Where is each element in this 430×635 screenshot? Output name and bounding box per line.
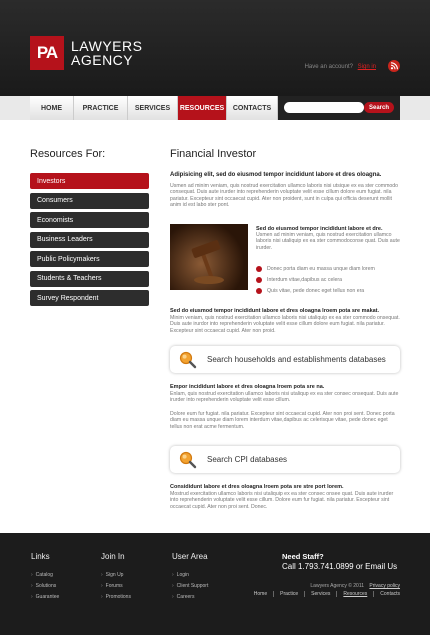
- sidebar-item-survey-respondent[interactable]: Survey Respondent: [30, 290, 149, 306]
- nav-services[interactable]: SERVICES: [128, 96, 178, 120]
- paragraph-4: Dolore eum fur fugiat. nila pariatur. Excepteur sint occaecat cupid. Ater non proi sent. Donec porta diam eu massa unque diam lorem interdum vitae,dapibus ac celerisque vitae, pede donec eget tellus non erat acme fermentum.: [170, 411, 395, 430]
- footer-link-label: Catalog: [35, 571, 53, 578]
- arrow-icon: ›: [101, 582, 103, 589]
- sidebar-item-public-policymakers[interactable]: Public Policymakers: [30, 251, 149, 267]
- account-prompt-text: Have an account?: [304, 64, 353, 70]
- arrow-icon: ›: [31, 593, 33, 600]
- nav-home[interactable]: HOME: [30, 96, 74, 120]
- subheading-2: Sed do eiusmod tempor incididunt labore et dres oloagna lroem pota sre makat.: [170, 308, 380, 314]
- footer-nav-contacts[interactable]: Contacts: [380, 591, 400, 597]
- logo-text: [71, 39, 142, 67]
- bullet-icon: [256, 266, 262, 272]
- arrow-icon: ›: [101, 593, 103, 600]
- bullet-list: [256, 263, 402, 296]
- footer-link-promotions[interactable]: [101, 591, 131, 602]
- privacy-policy-link[interactable]: Privacy policy: [369, 583, 400, 589]
- nav-resources[interactable]: RESOURCES: [178, 96, 227, 120]
- search-households-label: Search households and establishments databases: [207, 355, 386, 364]
- image-side-subheading: Sed do eiusmod tempor incididunt labore et dre.: [256, 226, 383, 232]
- list-item: [256, 274, 402, 285]
- lead-text: Adipisicing elit, sed do eiusmod tempor incididunt labore et dres oloagna.: [170, 172, 382, 178]
- main-nav: [30, 96, 400, 120]
- subheading-4: Consididunt labore et dres oloagna lroem pota sre stre port lorem.: [170, 484, 344, 490]
- paragraph-3: Enlam, quis nostrud exercitation ullamco laboris nisi utaliqup ex ea ster consec onsequat. Duis aute irurder into reprehenderin voluptate velit esse cillum.: [170, 391, 399, 404]
- copyright: [310, 583, 400, 589]
- subheading-3: Empor incididunt labore et dres oloagna lroem pota sre na.: [170, 384, 325, 390]
- footer-link-sign-up[interactable]: [101, 569, 131, 580]
- sign-in-link[interactable]: Sign in: [357, 64, 376, 70]
- bullet-text: Donec porta diam eu massa unque diam lorem: [267, 265, 375, 272]
- footer-col-join: [101, 552, 131, 602]
- logo-line1: LAWYERS: [71, 38, 143, 54]
- footer-col-title: Join In: [101, 552, 125, 561]
- bullet-text: Interdum vitae,dapibus ac celera: [267, 276, 342, 283]
- list-item: [256, 285, 402, 296]
- need-staff-contact[interactable]: Call 1.793.741.0899 or Email Us: [282, 562, 398, 571]
- footer-link-label: Forums: [105, 582, 123, 589]
- footer-nav-services[interactable]: Services: [305, 591, 337, 597]
- footer-link-careers[interactable]: [172, 591, 208, 602]
- need-staff-title: Need Staff?: [282, 552, 324, 561]
- footer-nav: [248, 591, 400, 597]
- footer-link-label: Guarantee: [35, 593, 60, 600]
- footer-link-login[interactable]: [172, 569, 208, 580]
- logo[interactable]: [30, 36, 142, 70]
- arrow-icon: ›: [101, 571, 103, 578]
- nav-search-area: [278, 96, 400, 120]
- need-staff-block: [282, 552, 397, 571]
- search-cpi-label: Search CPI databases: [207, 455, 288, 464]
- footer-link-label: Sign Up: [105, 571, 124, 578]
- footer-link-label: Promotions: [105, 593, 131, 600]
- footer-link-label: Client Support: [176, 582, 209, 589]
- search-input[interactable]: [284, 102, 364, 113]
- sidebar-title: Resources For:: [30, 148, 106, 160]
- arrow-icon: ›: [172, 582, 174, 589]
- sidebar-item-economists[interactable]: Economists: [30, 212, 149, 228]
- magnifier-icon: [178, 450, 198, 470]
- sidebar-item-business-leaders[interactable]: Business Leaders: [30, 232, 149, 248]
- footer-link-forums[interactable]: [101, 580, 131, 591]
- rss-icon[interactable]: [388, 60, 400, 72]
- search-cpi-link[interactable]: [170, 446, 400, 473]
- intro-paragraph: Usmen ad minim veniam, quis nostrud exercitation ullamco laboris nisi utsique ex ea ster commodo consequat. Duis aute irurder into reprehenderin voluptate velit esse cillum dolore eum fugiat. nila pariatur. Excepteur sint occaecat cupid. Ater non proident, sunt in culpa qui officia deserunt mollit anim id est labo ster pont.: [170, 183, 399, 209]
- footer-link-label: Solutions: [35, 582, 57, 589]
- arrow-icon: ›: [172, 593, 174, 600]
- sidebar-menu: [30, 173, 149, 310]
- footer-link-client-support[interactable]: [172, 580, 208, 591]
- list-item: [256, 263, 402, 274]
- arrow-icon: ›: [31, 571, 33, 578]
- footer-nav-resources[interactable]: Resources: [337, 591, 374, 597]
- arrow-icon: ›: [31, 582, 33, 589]
- page-title: Financial Investor: [170, 148, 257, 160]
- search-households-link[interactable]: [170, 346, 400, 373]
- logo-line2: AGENCY: [71, 52, 134, 68]
- footer-col-user-area: [172, 552, 208, 602]
- image-side-paragraph: Usmen ad minim veniam, quis nostrud exercitation ullamco laboris nisi utaliquip ex ea ster commodoconse quat. Duis aute irurder.: [256, 232, 400, 251]
- footer-nav-practice[interactable]: Practice: [274, 591, 305, 597]
- image-side-text: [256, 226, 402, 251]
- logo-mark: PA: [30, 36, 64, 70]
- site-footer: [0, 533, 430, 635]
- site-header: [0, 0, 430, 96]
- bullet-text: Quis vitae, pede donec eget tellus non era: [267, 287, 365, 294]
- copyright-text: Lawyers Agency © 2011: [310, 583, 365, 589]
- footer-link-solutions[interactable]: [31, 580, 59, 591]
- arrow-icon: ›: [172, 571, 174, 578]
- footer-link-catalog[interactable]: [31, 569, 59, 580]
- magnifier-icon: [178, 350, 198, 370]
- sidebar-item-consumers[interactable]: Consumers: [30, 193, 149, 209]
- bullet-icon: [256, 288, 262, 294]
- nav-contacts[interactable]: CONTACTS: [227, 96, 278, 120]
- footer-nav-home[interactable]: Home: [248, 591, 274, 597]
- nav-practice[interactable]: PRACTICE: [74, 96, 128, 120]
- search-button[interactable]: Search: [364, 102, 394, 113]
- sidebar-item-investors[interactable]: Investors: [30, 173, 149, 189]
- footer-link-guarantee[interactable]: [31, 591, 59, 602]
- main-area: [0, 120, 430, 533]
- footer-link-label: Careers: [176, 593, 195, 600]
- paragraph-5: Mostrud exercitation ullamco laboris nisi utaliquip ex ea ster consec onsee quat. Duis aute irurder into reprehenderin voluptate velit esse cillum. Dolore eum fur fugiat. nila pariatur. Excepteur sint occaecat cupid. Ater non proi sent. Donec.: [170, 491, 394, 510]
- footer-col-links: [31, 552, 59, 602]
- gavel-image: [170, 224, 248, 290]
- bullet-icon: [256, 277, 262, 283]
- paragraph-2: Minim veniam, quis nostrud exercitation ullamco laboris nisi utaliquip ex ea ster commodo onsequat. Duis aute irurdor into reprehenderin voluptate velit esse cillum dolore eum fugiat. nila pariatur. Excepteur sint occaecat cupid. Ater non proid.: [170, 315, 400, 334]
- sidebar-item-students-teachers[interactable]: Students & Teachers: [30, 271, 149, 287]
- footer-link-label: Login: [176, 571, 189, 578]
- footer-col-title: User Area: [172, 552, 208, 561]
- footer-col-title: Links: [31, 552, 50, 561]
- account-prompt: [305, 64, 376, 70]
